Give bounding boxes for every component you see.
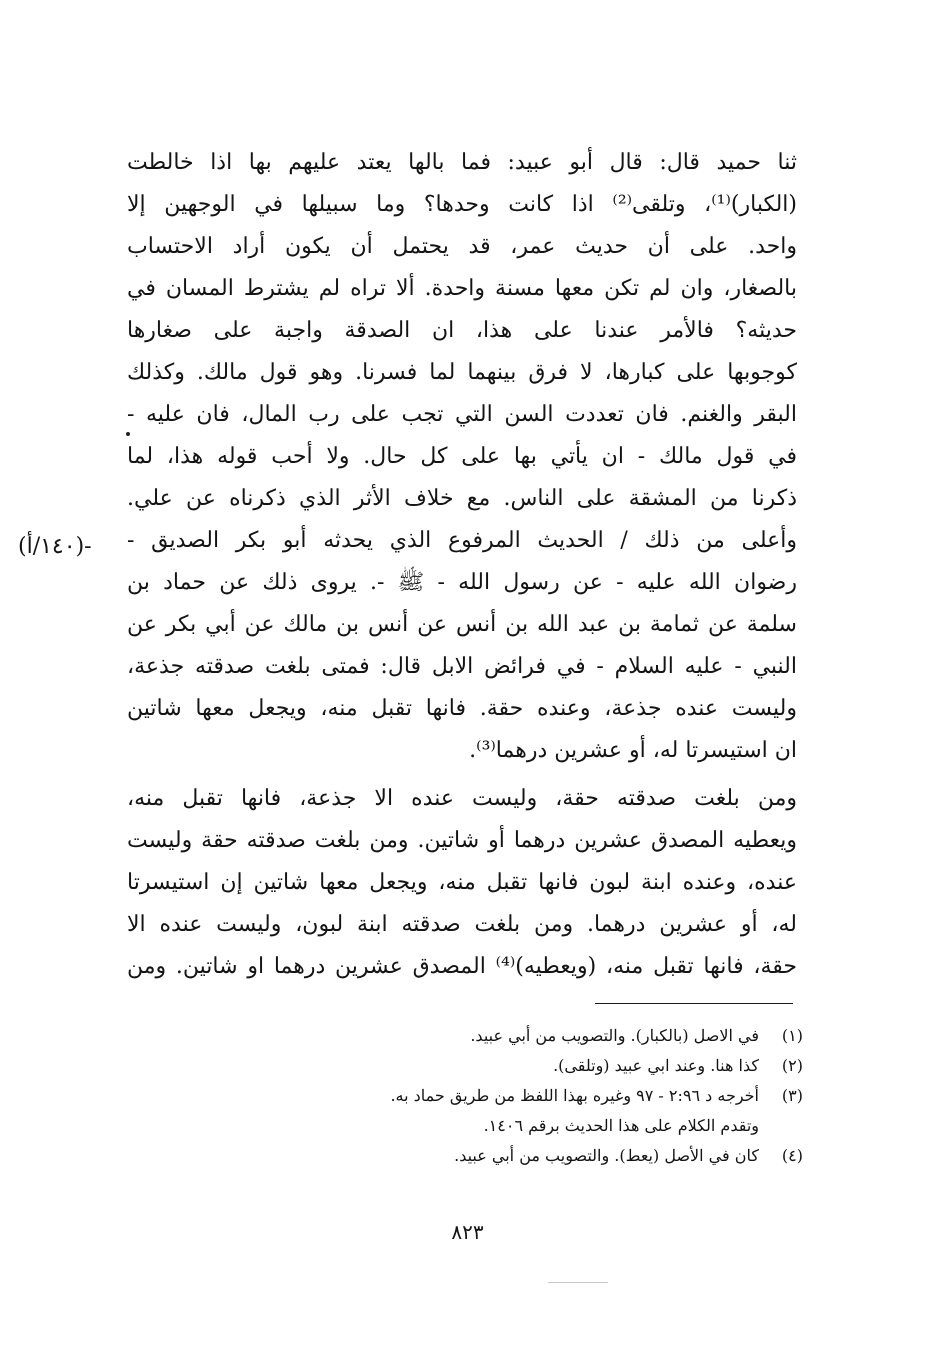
- text-line: حقة، فانها تقبل منه، (ويعطيه)⁽⁴⁾ المصدق عشرين درهما او شاتين. ومن: [127, 954, 797, 979]
- text-line: ومن بلغت صدقته حقة، وليست عنده الا جذعة، فانها تقبل منه،: [127, 786, 797, 811]
- footnote-text: كذا هنا. وعند ابي عبيد (وتلقى).: [553, 1056, 759, 1075]
- text-line: رضوان الله عليه - عن رسول الله - ﷺ -. يروى ذلك عن حماد بن: [127, 570, 797, 595]
- footnote-text: في الاصل (بالكبار). والتصويب من أبي عبيد.: [470, 1026, 759, 1045]
- text-line: في قول مالك - ان يأتي بها على كل حال. ولا أحب قوله هذا، لما: [127, 444, 797, 469]
- page-number: ٨٢٣: [451, 1220, 484, 1244]
- scan-mark: [548, 1282, 608, 1283]
- text-line: ويعطيه المصدق عشرين درهما أو شاتين. ومن بلغت صدقته حقة وليست: [127, 828, 797, 853]
- text-line: حديثه؟ فالأمر عندنا على هذا، ان الصدقة واجبة على صغارها: [127, 318, 797, 343]
- footnotes: [143, 1022, 803, 1172]
- text-line: البقر والغنم. فان تعددت السن التي تجب على رب المال، فان عليه -: [127, 402, 797, 427]
- footnote-1: [143, 1022, 803, 1052]
- text-line: له، أو عشرين درهما. ومن بلغت صدقته ابنة لبون، وليست عنده الا: [127, 912, 797, 937]
- footnote-3-continuation: [143, 1112, 803, 1142]
- footnote-number: (٢): [781, 1056, 803, 1075]
- footnote-4: [143, 1142, 803, 1172]
- text-line: واحد. على أن حديث عمر، قد يحتمل أن يكون أراد الاحتساب: [127, 234, 797, 259]
- text-line: وليست عنده جذعة، وعنده حقة. فانها تقبل منه، ويجعل معها شاتين: [127, 696, 797, 721]
- scan-speck: [126, 432, 130, 436]
- text-line: وأعلى من ذلك / الحديث المرفوع الذي يحدثه أبو بكر الصديق -: [127, 528, 797, 553]
- footnote-text: أخرجه د ٢:٩٦ - ٩٧ وغيره بهذا اللفظ من طريق حماد به.: [390, 1086, 759, 1105]
- footnote-number: (١): [781, 1026, 803, 1045]
- text-line: النبي - عليه السلام - في فرائض الابل قال: فمتى بلغت صدقته جذعة،: [127, 654, 797, 679]
- footnote-number: (٣): [781, 1086, 803, 1105]
- footnote-text: كان في الأصل (يعط). والتصويب من أبي عبيد.: [454, 1146, 759, 1165]
- footnote-2: [143, 1052, 803, 1082]
- text-line: عنده، وعنده ابنة لبون فانها تقبل منه، ويجعل معها شاتين إن استيسرتا: [127, 870, 797, 895]
- text-line: ثنا حميد قال: قال أبو عبيد: فما بالها يعتد عليهم بها اذا خالطت: [127, 150, 797, 175]
- manuscript-folio-reference: -(١٤٠/أ): [18, 534, 92, 559]
- text-line: (الكبار)⁽¹⁾، وتلقى⁽²⁾ اذا كانت وحدها؟ وما سبيلها في الوجهين إلا: [127, 192, 797, 217]
- text-line: ذكرنا من المشقة على الناس. مع خلاف الأثر الذي ذكرناه عن علي.: [127, 486, 797, 511]
- text-line: كوجوبها على كبارها، لا فرق بينهما لما فسرنا. وهو قول مالك. وكذلك: [127, 360, 797, 385]
- footnote-3: [143, 1082, 803, 1112]
- text-line: بالصغار، وان لم تكن معها مسنة واحدة. ألا تراه لم يشترط المسان في: [127, 276, 797, 301]
- text-line: سلمة عن ثمامة بن عبد الله بن أنس عن أنس بن مالك عن أبي بكر عن: [127, 612, 797, 637]
- footnote-separator: [595, 1003, 793, 1004]
- text-line: ان استيسرتا له، أو عشرين درهما⁽³⁾.: [469, 738, 797, 763]
- main-paragraph-2: [127, 778, 797, 988]
- footnote-number: (٤): [781, 1146, 803, 1165]
- main-paragraph-1: [127, 142, 797, 772]
- footnote-text: وتقدم الكلام على هذا الحديث برقم ١٤٠٦.: [483, 1116, 759, 1135]
